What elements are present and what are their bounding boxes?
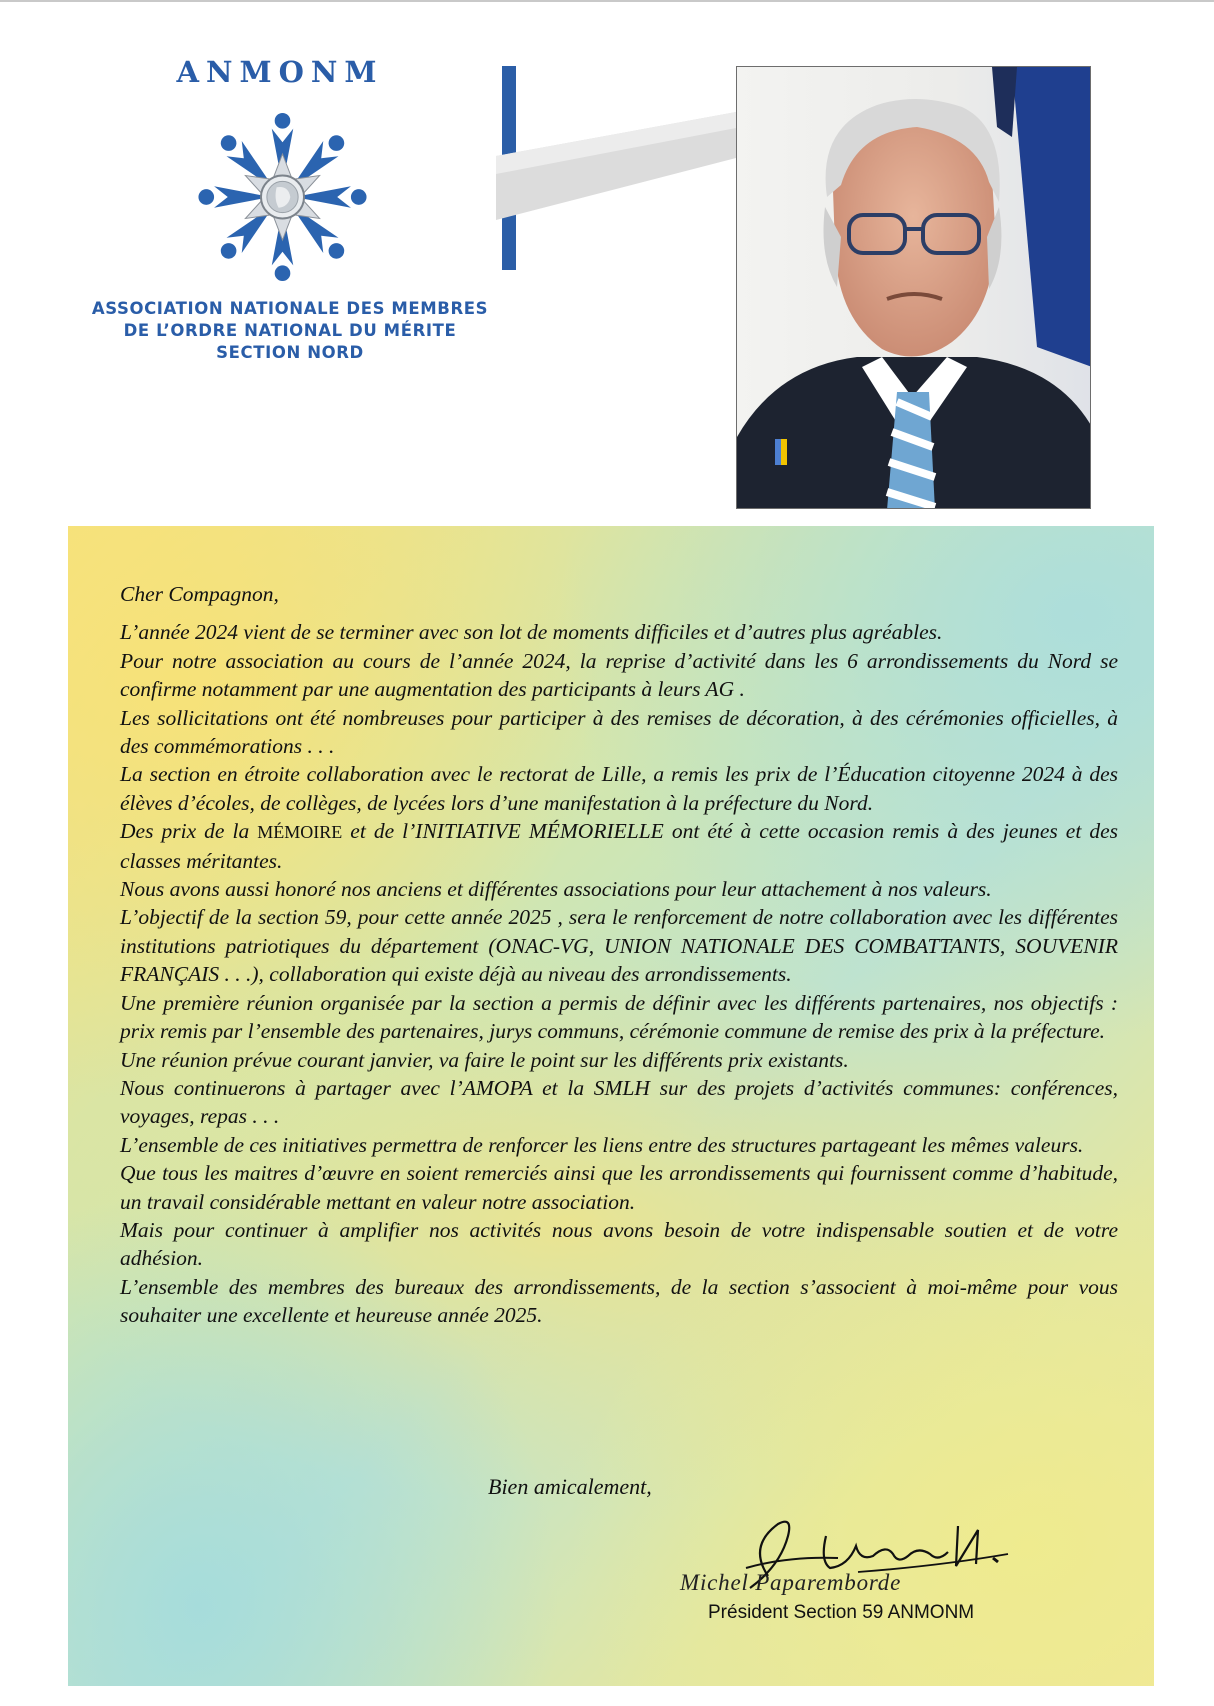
signer-name: Michel Paparemborde bbox=[680, 1570, 902, 1595]
paragraph: L’objectif de la section 59, pour cette année 2025 , sera le renforcement de notre collaboration avec les différentes institutions patriotiques du département (ONAC-VG, UNION NATIONALE DES COMBATTANTS, SOUVENIR FRANÇAIS . . .), collaboration qui existe déjà au niveau des arrondissements. bbox=[120, 905, 1118, 987]
paragraph: Pour notre association au cours de l’année 2024, la reprise d’activité dans les 6 arrondissements du Nord se confirme notamment par une augmentation des participants à leurs AG . bbox=[120, 648, 1118, 702]
logo-title: ANMONM bbox=[176, 55, 384, 89]
letter-body bbox=[120, 580, 1118, 1330]
paragraph: Une première réunion organisée par la section a permis de définir avec les différents partenaires, nos objectifs : prix remis par l’ensemble des partenaires, jurys communs, cérémonie commune de remise des prix à la préfecture. bbox=[120, 990, 1118, 1044]
paragraph: L’ensemble des membres des bureaux des arrondissements, de la section s’associent à moi-même pour vous souhaiter une excellente et heureuse année 2025. bbox=[120, 1274, 1118, 1328]
association-line-2: DE L’ORDRE NATIONAL DU MÉRITE bbox=[123, 321, 457, 340]
paragraph: Que tous les maitres d’œuvre en soient remerciés ainsi que les arrondissements qui fournissent comme d’habitude, un travail considérable mettant en valeur notre association. bbox=[120, 1161, 1118, 1214]
paragraph: L’année 2024 vient de se terminer avec son lot de moments difficiles et d’autres plus agréables. bbox=[120, 620, 943, 645]
paragraph: L’ensemble de ces initiatives permettra de renforcer les liens entre des structures partageant les mêmes valeurs. bbox=[120, 1132, 1084, 1157]
greeting: Cher Compagnon, bbox=[120, 582, 279, 606]
paragraph-prizes bbox=[120, 817, 1118, 875]
president-portrait bbox=[736, 66, 1091, 509]
association-line-1: ASSOCIATION NATIONALE DES MEMBRES bbox=[91, 299, 489, 318]
paragraph: Nous avons aussi honoré nos anciens et différentes associations pour leur attachement à nos valeurs. bbox=[120, 877, 992, 902]
prize-text-before: Des prix de la bbox=[120, 819, 258, 844]
letter-panel bbox=[68, 526, 1154, 1686]
prize-memoire: MÉMOIRE bbox=[257, 822, 343, 843]
closing: Bien amicalement, bbox=[488, 1474, 652, 1499]
prize-text-after: et de l’INITIATIVE MÉMORIELLE ont été à cette occasion remis à des jeunes et des classes méritantes. bbox=[120, 819, 1118, 873]
paragraph: Mais pour continuer à amplifier nos activités nous avons besoin de votre indispensable soutien et de votre adhésion. bbox=[120, 1217, 1118, 1271]
decorative-ribbon bbox=[496, 112, 736, 220]
paragraph: Nous continuerons à partager avec l’AMOPA et la SMLH sur des projets d’activités communes: conférences, voyages, repas . . . bbox=[120, 1075, 1118, 1129]
paragraph: Les sollicitations ont été nombreuses pour participer à des remises de décoration, à des cérémonies officielles, à des commémorations . . . bbox=[120, 705, 1118, 759]
association-line-3: SECTION NORD bbox=[216, 343, 364, 362]
top-rule bbox=[0, 0, 1214, 2]
association-name bbox=[70, 298, 510, 364]
paragraph: Une réunion prévue courant janvier, va faire le point sur les différents prix existants. bbox=[120, 1047, 849, 1072]
signer-title: Président Section 59 ANMONM bbox=[708, 1602, 975, 1623]
medal-icon bbox=[175, 98, 390, 296]
paragraph: La section en étroite collaboration avec le rectorat de Lille, a remis les prix de l’Éducation citoyenne 2024 à des élèves d’écoles, de collèges, de lycées lors d’une manifestation à la préfecture du Nord. bbox=[120, 762, 1118, 815]
